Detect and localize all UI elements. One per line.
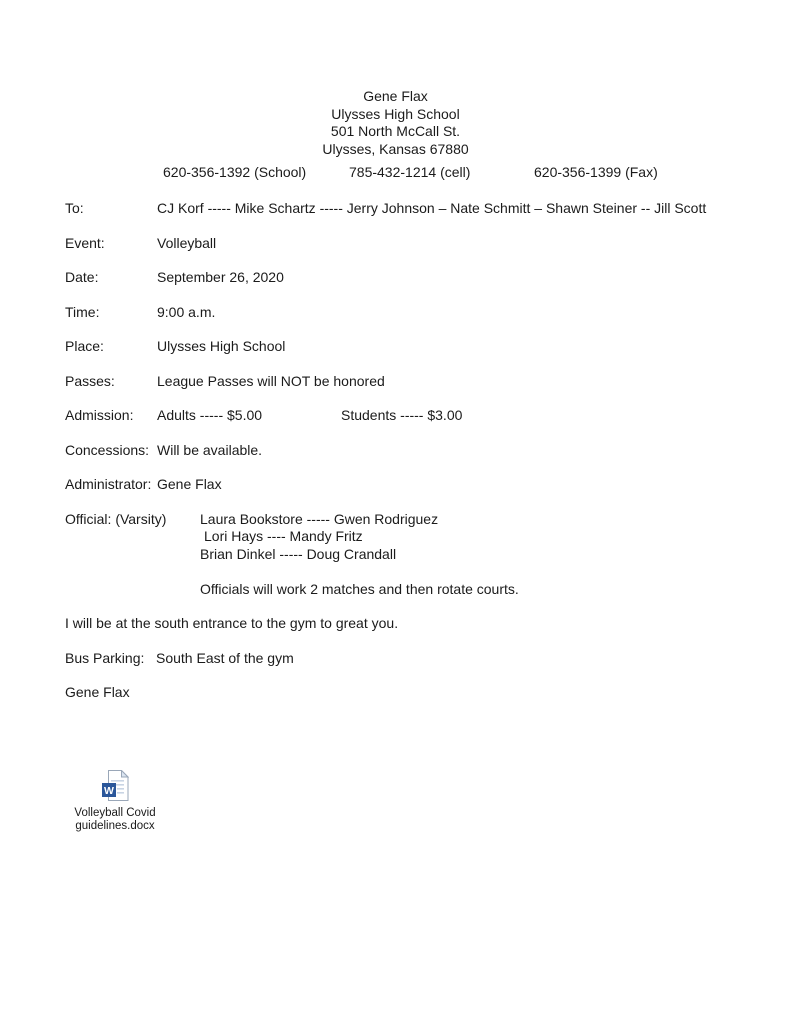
field-row-passes <box>65 373 751 391</box>
letterhead-school: Ulysses High School <box>331 105 460 122</box>
attachment-filename-line-2[interactable]: guidelines.docx <box>75 820 155 832</box>
memo-body <box>65 200 751 719</box>
field-row-date <box>65 269 751 287</box>
phone-cell: 785-432-1214 (cell) <box>349 164 471 180</box>
field-row-time <box>65 304 751 322</box>
officials-line-3: Brian Dinkel ----- Doug Crandall <box>200 545 397 562</box>
officials-note: Officials will work 2 matches and then rotate courts. <box>200 580 519 597</box>
field-value-concessions: Will be available. <box>157 441 263 458</box>
svg-text:W: W <box>103 785 114 797</box>
field-value-to: CJ Korf ----- Mike Schartz ----- Jerry Johnson – Nate Schmitt – Shawn Steiner -- Jill Scott <box>157 200 707 216</box>
field-label-passes: Passes: <box>65 372 115 389</box>
field-label-time: Time: <box>65 303 100 320</box>
field-label-admission: Admission: <box>65 407 134 423</box>
field-label-bus-parking: Bus Parking: <box>65 649 145 666</box>
phone-fax: 620-356-1399 (Fax) <box>534 164 658 180</box>
field-row-officials <box>65 511 751 599</box>
field-value-bus-parking: South East of the gym <box>156 649 294 666</box>
field-label-event: Event: <box>65 234 105 251</box>
field-row-bus-parking <box>65 650 751 668</box>
field-label-date: Date: <box>65 269 99 285</box>
field-value-administrator: Gene Flax <box>157 476 222 492</box>
field-value-date: September 26, 2020 <box>157 269 284 285</box>
attachment-filename[interactable] <box>74 807 156 833</box>
attachment-volleyball-covid-guidelines[interactable] <box>74 770 156 833</box>
field-label-officials: Official: (Varsity) <box>65 510 167 527</box>
officials-line-1: Laura Bookstore ----- Gwen Rodriguez <box>200 510 439 527</box>
letterhead-city: Ulysses, Kansas 67880 <box>322 140 469 157</box>
entrance-note: I will be at the south entrance to the gym to great you. <box>65 615 399 631</box>
letterhead-name: Gene Flax <box>363 88 428 104</box>
signature: Gene Flax <box>65 684 130 700</box>
admission-adults: Adults ----- $5.00 <box>157 407 263 423</box>
field-value-event: Volleyball <box>157 234 217 251</box>
field-value-passes: League Passes will NOT be honored <box>157 372 385 389</box>
field-row-event <box>65 235 751 253</box>
officials-line-2: Lori Hays ---- Mandy Fritz <box>204 528 363 544</box>
field-label-concessions: Concessions: <box>65 441 150 458</box>
word-document-icon[interactable] <box>102 770 129 804</box>
letterhead-address: 501 North McCall St. <box>330 123 461 139</box>
letterhead <box>0 88 791 158</box>
phone-school: 620-356-1392 (School) <box>163 164 307 180</box>
field-label-to: To: <box>65 200 84 216</box>
phone-row <box>0 164 791 182</box>
officials-list <box>200 511 519 599</box>
attachment-filename-line-1[interactable]: Volleyball Covid <box>74 807 156 819</box>
field-row-place <box>65 338 751 356</box>
field-value-place: Ulysses High School <box>157 338 286 354</box>
admission-students: Students ----- $3.00 <box>341 407 463 423</box>
field-value-time: 9:00 a.m. <box>157 303 216 320</box>
field-row-admission <box>65 407 751 425</box>
field-label-administrator: Administrator: <box>65 476 152 492</box>
field-row-administrator <box>65 476 751 494</box>
field-label-place: Place: <box>65 338 104 354</box>
field-row-to <box>65 200 751 218</box>
field-row-concessions <box>65 442 751 460</box>
